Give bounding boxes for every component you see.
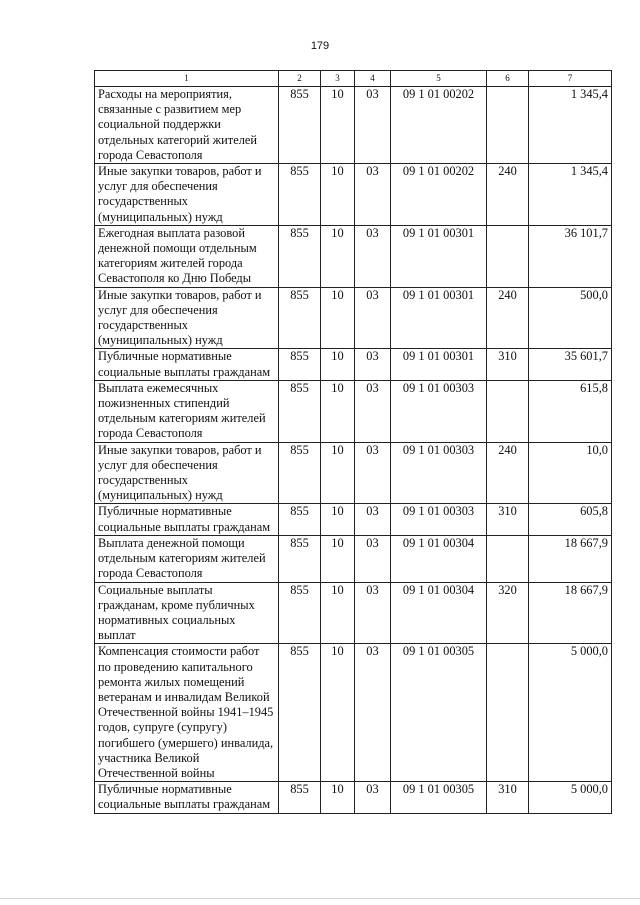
column-header: 1 [95,71,279,87]
row-sum: 18 667,9 [529,582,612,644]
row-csr: 09 1 01 00202 [391,164,487,226]
budget-table [94,70,612,814]
row-pr: 03 [355,349,391,380]
row-ved: 855 [279,644,321,782]
row-ved: 855 [279,782,321,813]
row-ved: 855 [279,287,321,349]
page-number: 179 [310,40,330,52]
table-row [95,287,612,349]
row-sum: 18 667,9 [529,535,612,582]
row-rz: 10 [321,782,355,813]
row-ved: 855 [279,87,321,164]
row-csr: 09 1 01 00304 [391,582,487,644]
column-header: 2 [279,71,321,87]
row-sum: 1 345,4 [529,87,612,164]
scan-edge-line [0,898,640,899]
table-row [95,535,612,582]
row-vr: 240 [487,164,529,226]
row-name: Иные закупки товаров, работ и услуг для обеспечения государственных (муниципальных) нужд [95,442,279,504]
column-header: 3 [321,71,355,87]
row-vr: 320 [487,582,529,644]
row-ved: 855 [279,504,321,535]
row-csr: 09 1 01 00305 [391,782,487,813]
table-row [95,442,612,504]
table-row [95,582,612,644]
row-pr: 03 [355,504,391,535]
table-row [95,380,612,442]
row-pr: 03 [355,644,391,782]
row-name: Публичные нормативные социальные выплаты гражданам [95,504,279,535]
row-rz: 10 [321,287,355,349]
row-pr: 03 [355,535,391,582]
row-csr: 09 1 01 00301 [391,287,487,349]
row-sum: 35 601,7 [529,349,612,380]
row-sum: 1 345,4 [529,164,612,226]
row-rz: 10 [321,164,355,226]
row-vr: 240 [487,287,529,349]
row-name: Иные закупки товаров, работ и услуг для обеспечения государственных (муниципальных) нужд [95,164,279,226]
row-ved: 855 [279,164,321,226]
row-pr: 03 [355,287,391,349]
table-row [95,225,612,287]
row-csr: 09 1 01 00301 [391,349,487,380]
row-pr: 03 [355,87,391,164]
row-name: Выплата денежной помощи отдельным категориям жителей города Севастополя [95,535,279,582]
row-csr: 09 1 01 00301 [391,225,487,287]
row-ved: 855 [279,582,321,644]
row-csr: 09 1 01 00304 [391,535,487,582]
column-header: 7 [529,71,612,87]
row-name: Социальные выплаты гражданам, кроме публичных нормативных социальных выплат [95,582,279,644]
row-pr: 03 [355,442,391,504]
row-rz: 10 [321,535,355,582]
row-rz: 10 [321,380,355,442]
row-ved: 855 [279,442,321,504]
column-header: 6 [487,71,529,87]
row-rz: 10 [321,582,355,644]
row-name: Публичные нормативные социальные выплаты гражданам [95,349,279,380]
row-rz: 10 [321,644,355,782]
row-sum: 5 000,0 [529,644,612,782]
row-ved: 855 [279,225,321,287]
row-rz: 10 [321,504,355,535]
table-row [95,782,612,813]
row-rz: 10 [321,349,355,380]
table-row [95,644,612,782]
row-vr [487,87,529,164]
table-row [95,504,612,535]
column-header: 5 [391,71,487,87]
row-vr [487,380,529,442]
row-name: Ежегодная выплата разовой денежной помощи отдельным категориям жителей города Севастополя ко Дню Победы [95,225,279,287]
row-name: Выплата ежемесячных пожизненных стипендий отдельным категориям жителей города Севастополя [95,380,279,442]
row-rz: 10 [321,87,355,164]
row-sum: 500,0 [529,287,612,349]
row-pr: 03 [355,225,391,287]
row-vr [487,225,529,287]
row-name: Иные закупки товаров, работ и услуг для обеспечения государственных (муниципальных) нужд [95,287,279,349]
row-pr: 03 [355,164,391,226]
table-row [95,349,612,380]
row-rz: 10 [321,225,355,287]
header-row [95,71,612,87]
row-ved: 855 [279,380,321,442]
row-name: Компенсация стоимости работ по проведению капитального ремонта жилых помещений ветеранам и инвалидам Великой Отечественной войны 1941–1945 годов, супруге (супругу) погибшего (умершего) инвалида, участника Великой Отечественной войны [95,644,279,782]
row-sum: 605,8 [529,504,612,535]
row-sum: 10,0 [529,442,612,504]
row-csr: 09 1 01 00303 [391,442,487,504]
row-sum: 615,8 [529,380,612,442]
row-ved: 855 [279,349,321,380]
row-csr: 09 1 01 00202 [391,87,487,164]
row-vr [487,644,529,782]
row-vr: 310 [487,349,529,380]
row-rz: 10 [321,442,355,504]
row-vr [487,535,529,582]
row-name: Публичные нормативные социальные выплаты гражданам [95,782,279,813]
row-pr: 03 [355,380,391,442]
row-vr: 240 [487,442,529,504]
row-csr: 09 1 01 00303 [391,504,487,535]
row-pr: 03 [355,782,391,813]
row-sum: 5 000,0 [529,782,612,813]
row-csr: 09 1 01 00305 [391,644,487,782]
row-csr: 09 1 01 00303 [391,380,487,442]
row-vr: 310 [487,504,529,535]
row-ved: 855 [279,535,321,582]
row-name: Расходы на мероприятия, связанные с развитием мер социальной поддержки отдельных категорий жителей города Севастополя [95,87,279,164]
column-header: 4 [355,71,391,87]
row-pr: 03 [355,582,391,644]
row-sum: 36 101,7 [529,225,612,287]
table-row [95,164,612,226]
table-row [95,87,612,164]
row-vr: 310 [487,782,529,813]
